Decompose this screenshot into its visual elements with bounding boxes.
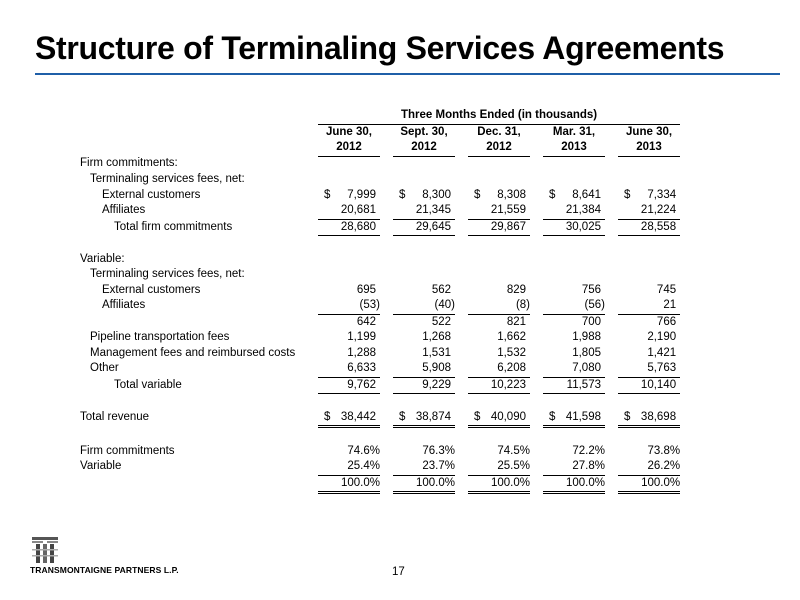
row-label: Firm commitments <box>80 444 175 457</box>
cell-value: 7,080 <box>572 362 601 374</box>
row-label: Pipeline transportation fees <box>90 331 230 343</box>
cell-value: 29,645 <box>415 220 451 233</box>
cell-value: 21,345 <box>415 204 451 216</box>
currency-symbol: $ <box>549 188 556 201</box>
column-header-line2: 2012 <box>393 140 455 156</box>
currency-symbol: $ <box>399 188 406 201</box>
column-header-line1: Dec. 31, <box>477 125 521 138</box>
table-cell <box>393 156 455 172</box>
table-cell <box>393 410 455 427</box>
table-row <box>78 361 680 377</box>
row-label: Terminaling services fees, net: <box>90 173 245 185</box>
cell-value: 100.0% <box>565 476 605 489</box>
cell-value: 766 <box>656 315 677 328</box>
table-row <box>78 444 680 460</box>
table-row <box>78 219 680 236</box>
table-cell <box>618 410 680 427</box>
table-cell <box>543 377 605 394</box>
cell-value: 756 <box>581 283 601 296</box>
table-cell <box>393 475 455 493</box>
table-cell <box>543 475 605 493</box>
column-header-line1: June 30, <box>325 125 373 138</box>
table-cell <box>618 298 680 314</box>
cell-value: 74.5% <box>497 444 530 457</box>
cell-value: 7,334 <box>647 188 677 201</box>
row-label: Management fees and reimbursed costs <box>90 346 296 359</box>
row-label: External customers <box>102 283 201 296</box>
transmontaigne-logo-icon <box>30 535 60 565</box>
cell-value: 20,681 <box>340 204 376 216</box>
cell-value: 829 <box>506 283 526 296</box>
table-cell <box>393 219 455 236</box>
column-header-row-2 <box>78 140 680 156</box>
table-cell <box>618 156 680 172</box>
title-rule <box>35 73 780 75</box>
table-cell <box>618 330 680 346</box>
cell-value: 100.0% <box>490 476 530 489</box>
cell-value: 1,421 <box>647 346 677 359</box>
table-cell <box>468 267 530 283</box>
table-cell <box>543 283 605 299</box>
table-cell <box>393 361 455 377</box>
table-cell <box>318 203 380 219</box>
cell-value: 72.2% <box>572 444 605 457</box>
row-label <box>78 475 318 493</box>
table-cell <box>543 203 605 219</box>
row-label: Terminaling services fees, net: <box>90 268 245 280</box>
cell-value: (8) <box>515 299 530 311</box>
table-cell <box>318 459 380 475</box>
table-cell <box>318 298 380 314</box>
currency-symbol: $ <box>474 188 481 201</box>
cell-value: 5,763 <box>647 362 677 374</box>
table-cell <box>393 203 455 219</box>
table-row <box>78 330 680 346</box>
table-cell <box>393 283 455 299</box>
currency-symbol: $ <box>399 410 406 423</box>
spacer-row <box>78 427 680 444</box>
table-cell <box>618 475 680 493</box>
cell-value: 25.4% <box>347 460 380 472</box>
table-cell <box>618 361 680 377</box>
table-row <box>78 314 680 330</box>
table-body <box>78 156 680 493</box>
table-cell <box>318 444 380 460</box>
cell-value: 642 <box>356 315 376 328</box>
table-row <box>78 475 680 493</box>
cell-value: 9,762 <box>347 378 376 391</box>
cell-value: 821 <box>506 315 526 328</box>
table-cell <box>393 298 455 314</box>
cell-value: (56) <box>584 299 605 311</box>
table-cell <box>543 314 605 330</box>
column-header-row-1 <box>78 124 680 140</box>
cell-value: 1,662 <box>497 331 526 343</box>
table-cell <box>543 346 605 362</box>
cell-value: 21,224 <box>640 204 677 216</box>
table-row <box>78 156 680 172</box>
table-cell <box>468 475 530 493</box>
cell-value: 28,680 <box>340 220 376 233</box>
table-cell <box>318 188 380 204</box>
cell-value: 562 <box>431 283 451 296</box>
table-cell <box>393 252 455 268</box>
cell-value: 9,229 <box>422 378 451 391</box>
table-cell <box>543 361 605 377</box>
cell-value: 74.6% <box>347 444 380 457</box>
cell-value: 40,090 <box>490 410 526 423</box>
cell-value: 695 <box>356 283 376 296</box>
cell-value: 1,199 <box>347 331 376 343</box>
company-name: TRANSMONTAIGNE PARTNERS L.P. <box>30 565 179 575</box>
table-cell <box>318 219 380 236</box>
table-cell <box>543 219 605 236</box>
cell-value: 23.7% <box>422 460 455 472</box>
table-cell <box>318 252 380 268</box>
table-cell <box>468 172 530 188</box>
table-cell <box>393 172 455 188</box>
table-cell <box>618 346 680 362</box>
table-cell <box>618 219 680 236</box>
cell-value: 41,598 <box>565 410 601 423</box>
cell-value: 700 <box>581 315 601 328</box>
table-cell <box>468 377 530 394</box>
table-cell <box>468 188 530 204</box>
column-header-line1: Mar. 31, <box>552 125 596 138</box>
column-header-line2: 2012 <box>468 140 530 156</box>
table-cell <box>543 330 605 346</box>
table-cell <box>618 377 680 394</box>
table-cell <box>618 172 680 188</box>
table-cell <box>318 361 380 377</box>
page-title: Structure of Terminaling Services Agreements <box>35 30 725 66</box>
table-cell <box>618 267 680 283</box>
cell-value: 30,025 <box>565 220 601 233</box>
row-label: External customers <box>102 188 201 201</box>
row-label: Affiliates <box>102 299 146 312</box>
table-cell <box>468 459 530 475</box>
table-cell <box>393 188 455 204</box>
table-cell <box>468 252 530 268</box>
table-cell <box>393 314 455 330</box>
cell-value: 100.0% <box>340 476 380 489</box>
currency-symbol: $ <box>324 188 331 201</box>
column-header-line2: 2013 <box>618 140 680 156</box>
table-cell <box>318 330 380 346</box>
currency-symbol: $ <box>549 410 556 423</box>
table-cell <box>318 410 380 427</box>
table-cell <box>543 188 605 204</box>
table-cell <box>468 203 530 219</box>
table-cell <box>618 459 680 475</box>
cell-value: 1,288 <box>347 346 376 359</box>
table-row <box>78 172 680 188</box>
row-label: Other <box>90 362 119 375</box>
cell-value: 8,308 <box>497 188 526 201</box>
table-row <box>78 459 680 475</box>
cell-value: 522 <box>431 315 451 328</box>
table-cell <box>618 314 680 330</box>
cell-value: 100.0% <box>415 476 455 489</box>
currency-symbol: $ <box>324 410 331 423</box>
table-cell <box>543 267 605 283</box>
cell-value: 6,208 <box>497 362 526 374</box>
cell-value: 73.8% <box>647 444 681 457</box>
cell-value: 100.0% <box>641 476 681 489</box>
cell-value: 1,532 <box>497 346 526 359</box>
cell-value: 2,190 <box>647 331 677 343</box>
currency-symbol: $ <box>624 410 631 423</box>
cell-value: 745 <box>656 283 677 296</box>
table-row <box>78 267 680 283</box>
cell-value: 8,300 <box>422 188 451 201</box>
cell-value: 10,223 <box>490 378 526 391</box>
table-cell <box>618 188 680 204</box>
table-cell <box>393 459 455 475</box>
cell-value: (53) <box>359 299 380 311</box>
table-cell <box>318 475 380 493</box>
table-row <box>78 203 680 219</box>
table-cell <box>393 346 455 362</box>
cell-value: 21 <box>663 299 677 311</box>
cell-value: 1,268 <box>422 331 451 343</box>
table-cell <box>318 346 380 362</box>
row-label: Variable <box>80 460 122 473</box>
table-cell <box>468 330 530 346</box>
table-cell <box>468 283 530 299</box>
table-cell <box>318 377 380 394</box>
cell-value: 8,641 <box>572 188 601 201</box>
table-cell <box>468 410 530 427</box>
table-row <box>78 346 680 362</box>
column-header-line1: June 30, <box>626 125 673 138</box>
row-label <box>78 314 318 330</box>
table-cell <box>543 156 605 172</box>
table-cell <box>468 156 530 172</box>
row-label: Total revenue <box>80 411 150 424</box>
table-cell <box>543 252 605 268</box>
table-cell <box>393 330 455 346</box>
cell-value: 1,531 <box>422 346 451 359</box>
column-header-line1: Sept. 30, <box>400 125 448 138</box>
cell-value: 5,908 <box>422 362 451 374</box>
page-number: 17 <box>392 566 405 578</box>
cell-value: 21,384 <box>565 204 601 216</box>
table-cell <box>393 267 455 283</box>
period-header-row <box>78 108 680 124</box>
currency-symbol: $ <box>474 410 481 423</box>
financial-table <box>78 108 680 494</box>
table-cell <box>318 156 380 172</box>
row-label: Firm commitments: <box>80 157 178 170</box>
table-cell <box>318 172 380 188</box>
table-cell <box>468 219 530 236</box>
table-cell <box>468 298 530 314</box>
cell-value: 28,558 <box>640 220 677 233</box>
cell-value: 11,573 <box>566 378 601 391</box>
column-header-line2: 2013 <box>543 140 605 156</box>
table-cell <box>468 361 530 377</box>
cell-value: 10,140 <box>640 378 677 391</box>
row-label: Total variable <box>114 378 182 391</box>
cell-value: 27.8% <box>572 460 605 472</box>
table-cell <box>318 267 380 283</box>
table-cell <box>468 314 530 330</box>
currency-symbol: $ <box>624 188 631 201</box>
table-cell <box>543 459 605 475</box>
row-label: Variable: <box>80 252 125 265</box>
cell-value: 6,633 <box>347 362 376 374</box>
table-cell <box>618 203 680 219</box>
cell-value: 38,442 <box>340 410 376 423</box>
cell-value: 25.5% <box>497 460 530 472</box>
table-cell <box>393 377 455 394</box>
table-cell <box>543 410 605 427</box>
table-row <box>78 283 680 299</box>
cell-value: 76.3% <box>422 444 455 457</box>
table-cell <box>468 346 530 362</box>
table-cell <box>618 444 680 460</box>
cell-value: 29,867 <box>490 220 526 233</box>
table-row <box>78 377 680 394</box>
table-cell <box>618 252 680 268</box>
spacer-row <box>78 236 680 252</box>
row-label: Affiliates <box>102 204 146 217</box>
table-row <box>78 252 680 268</box>
table-cell <box>543 172 605 188</box>
table-row <box>78 188 680 204</box>
cell-value: 38,874 <box>415 410 451 423</box>
table-cell <box>543 444 605 460</box>
table-cell <box>468 444 530 460</box>
table-row <box>78 298 680 314</box>
cell-value: 1,988 <box>572 331 601 343</box>
table-cell <box>318 283 380 299</box>
table-cell <box>618 283 680 299</box>
table-cell <box>543 298 605 314</box>
cell-value: 21,559 <box>490 204 526 216</box>
table-cell <box>318 314 380 330</box>
column-header-line2: 2012 <box>318 140 380 156</box>
period-header: Three Months Ended (in thousands) <box>318 108 680 124</box>
spacer-row <box>78 394 680 410</box>
cell-value: 26.2% <box>647 460 681 472</box>
cell-value: (40) <box>434 299 455 311</box>
table-row <box>78 410 680 427</box>
cell-value: 7,999 <box>347 188 376 201</box>
table-cell <box>393 444 455 460</box>
row-label: Total firm commitments <box>114 220 233 233</box>
cell-value: 1,805 <box>572 346 601 359</box>
cell-value: 38,698 <box>640 410 677 423</box>
